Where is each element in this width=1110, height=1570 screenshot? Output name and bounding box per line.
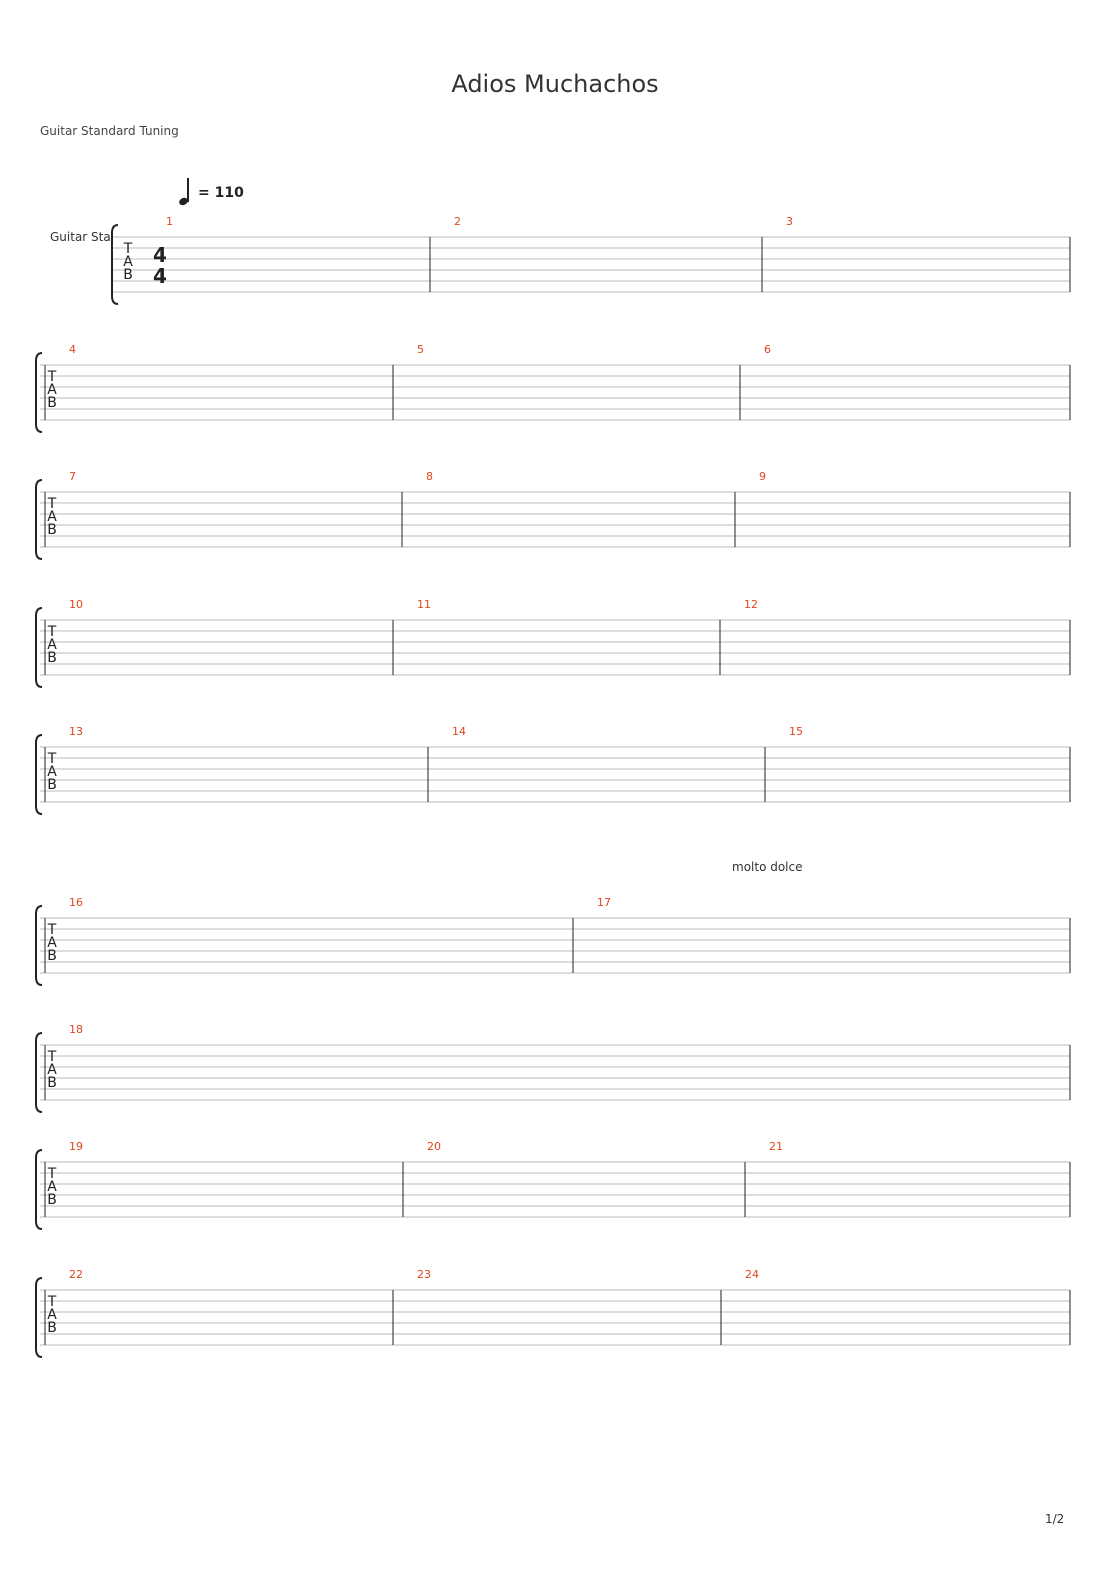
measure-number: 15: [789, 725, 803, 738]
tab-clef-letter: B: [123, 267, 133, 283]
measure-number: 13: [69, 725, 83, 738]
tab-clef-letter: T: [47, 1049, 57, 1065]
tab-clef-letter: A: [47, 509, 57, 525]
tab-clef-letter: A: [123, 254, 133, 270]
tab-clef-letter: A: [47, 935, 57, 951]
time-signature-bottom: 4: [153, 264, 167, 288]
tab-clef-letter: A: [47, 637, 57, 653]
measure-number: 5: [417, 343, 424, 356]
measure-number: 10: [69, 598, 83, 611]
measure-number: 8: [426, 470, 433, 483]
page-number: 1/2: [1045, 1512, 1065, 1526]
measure-number: 7: [69, 470, 76, 483]
tab-clef-letter: A: [47, 1179, 57, 1195]
tab-clef-letter: T: [123, 241, 133, 257]
tab-clef-letter: T: [47, 496, 57, 512]
measure-number: 20: [427, 1140, 441, 1153]
tab-clef-letter: T: [47, 751, 57, 767]
tab-clef-letter: A: [47, 382, 57, 398]
measure-number: 9: [759, 470, 766, 483]
tab-clef-letter: B: [47, 948, 57, 964]
measure-number: 1: [166, 215, 173, 228]
measure-number: 23: [417, 1268, 431, 1281]
measure-number: 24: [745, 1268, 759, 1281]
measure-number: 14: [452, 725, 466, 738]
measure-number: 2: [454, 215, 461, 228]
tab-clef-letter: B: [47, 650, 57, 666]
tab-clef-letter: A: [47, 1307, 57, 1323]
tab-clef-letter: T: [47, 1166, 57, 1182]
measure-number: 19: [69, 1140, 83, 1153]
tab-clef-letter: A: [47, 1062, 57, 1078]
measure-number: 6: [764, 343, 771, 356]
tab-clef-letter: A: [47, 764, 57, 780]
tab-clef-letter: B: [47, 1192, 57, 1208]
measure-number: 16: [69, 896, 83, 909]
measure-number: 22: [69, 1268, 83, 1281]
tab-clef-letter: T: [47, 369, 57, 385]
tuning-label: Guitar Standard Tuning: [40, 124, 179, 138]
tempo-value: = 110: [198, 185, 244, 201]
track-label: Guitar Sta: [50, 230, 111, 244]
expression-text: molto dolce: [732, 860, 803, 874]
time-signature-top: 4: [153, 243, 167, 267]
measure-number: 17: [597, 896, 611, 909]
tab-clef-letter: B: [47, 1075, 57, 1091]
tab-clef-letter: T: [47, 1294, 57, 1310]
tab-clef-letter: B: [47, 395, 57, 411]
measure-number: 18: [69, 1023, 83, 1036]
measure-number: 4: [69, 343, 76, 356]
song-title: Adios Muchachos: [451, 70, 659, 98]
tab-clef-letter: B: [47, 522, 57, 538]
measure-number: 12: [744, 598, 758, 611]
measure-number: 11: [417, 598, 431, 611]
tab-clef-letter: B: [47, 1320, 57, 1336]
tab-clef-letter: T: [47, 624, 57, 640]
measure-number: 21: [769, 1140, 783, 1153]
tab-clef-letter: T: [47, 922, 57, 938]
measure-number: 3: [786, 215, 793, 228]
tab-clef-letter: B: [47, 777, 57, 793]
